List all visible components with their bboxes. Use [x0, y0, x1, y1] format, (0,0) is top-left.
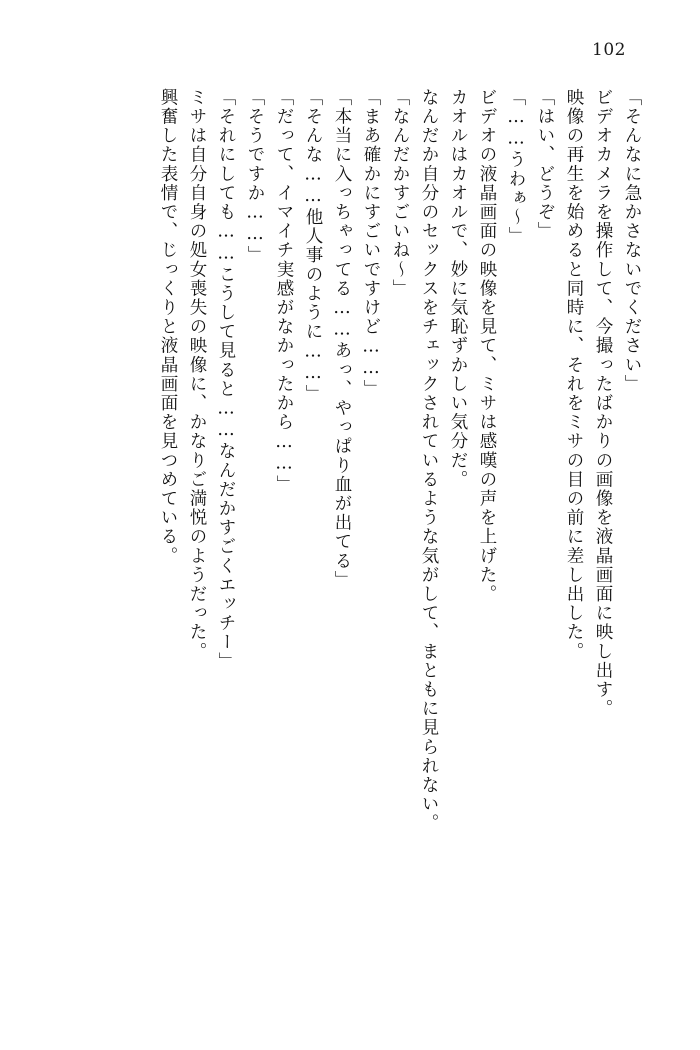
vertical-text-body	[62, 88, 640, 988]
text-line: なんだか自分のセックスをチェックされているような気がして、まともに見られない。	[419, 88, 439, 833]
text-line: 「はい、どうぞ」	[535, 88, 555, 241]
text-line: ミサは自分自身の処女喪失の映像に、かなりご満悦のようだった。	[187, 88, 207, 661]
text-line: ビデオの液晶画面の映像を見て、ミサは感嘆の声を上げた。	[477, 88, 497, 604]
text-line: 映像の再生を始めると同時に、それをミサの目の前に差し出した。	[564, 88, 584, 661]
text-line: 「そんな……他人事のように……」	[303, 88, 323, 404]
text-line: ビデオカメラを操作して、今撮ったばかりの画像を液晶画面に映し出す。	[593, 88, 613, 719]
text-line: 「それにしても……こうして見ると……なんだかすごくエッチー」	[216, 88, 236, 671]
text-line: 「なんだかすごいね～」	[390, 88, 410, 299]
text-line: 「そんなに急かさないでください」	[622, 88, 642, 394]
text-line: カオルはカオルで、妙に気恥ずかしい気分だ。	[448, 88, 468, 490]
text-line: 「そうですか……」	[245, 88, 265, 265]
text-line: 興奮した表情で、じっくりと液晶画面を見つめている。	[158, 88, 178, 566]
text-line: 「まあ確かにすごいですけど……」	[361, 88, 381, 399]
text-line: 「本当に入っちゃってる……あっ、やっぱり血が出てる」	[332, 88, 352, 590]
text-line: 「……うわぁ～」	[506, 88, 526, 246]
page-number: 102	[592, 40, 626, 60]
text-line: 「だって、イマイチ実感がなかったから……」	[274, 88, 294, 495]
